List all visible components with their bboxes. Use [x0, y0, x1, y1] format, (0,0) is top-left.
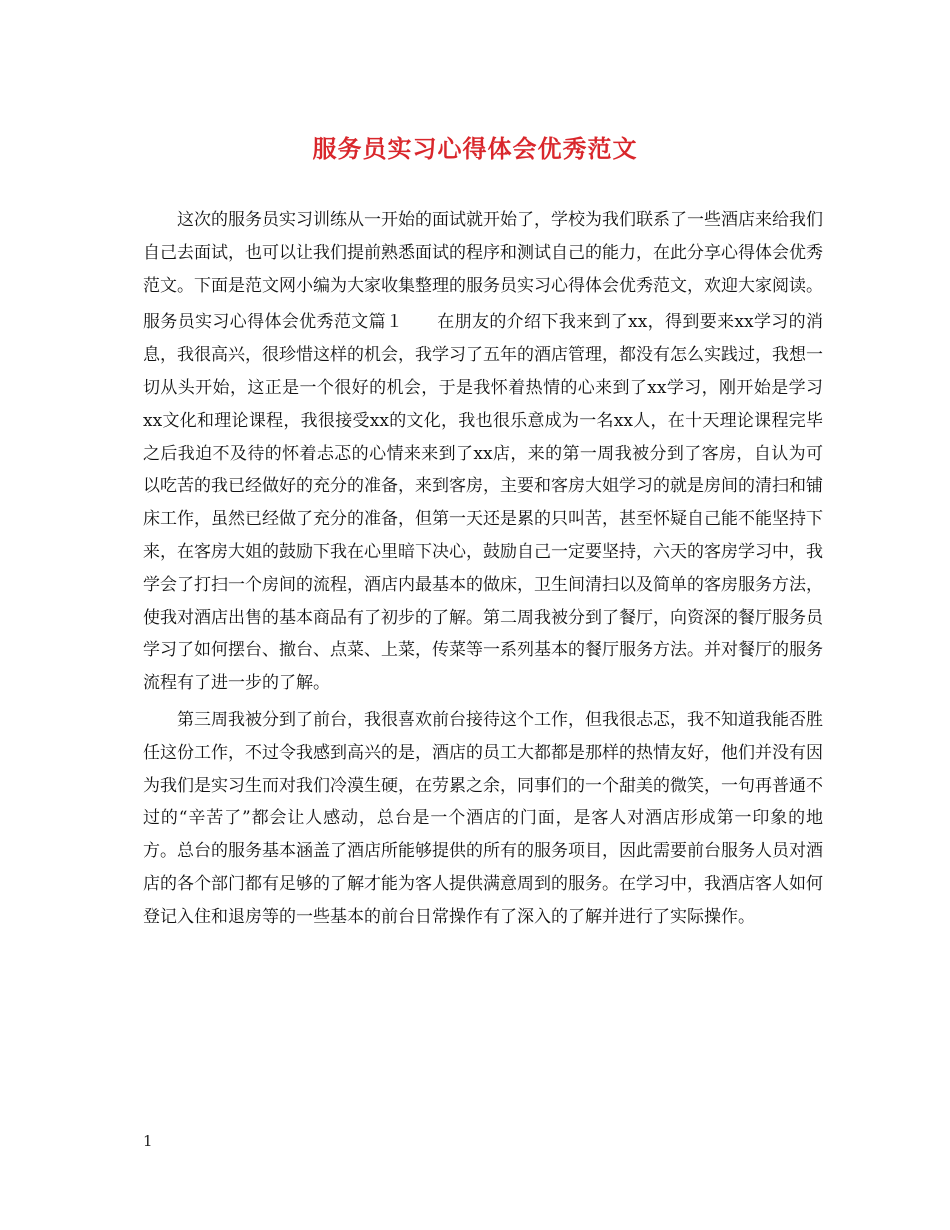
page-number: 1: [143, 1132, 153, 1150]
document-body: [143, 204, 823, 934]
intro-paragraph: 这次的服务员实习训练从一开始的面试就开始了，学校为我们联系了一些酒店来给我们自己去面试，也可以让我们提前熟悉面试的程序和测试自己的能力，在此分享心得体会优秀范文。下面是范文网小编为大家收集整理的服务员实习心得体会优秀范文，欢迎大家阅读。: [143, 210, 823, 296]
document-title: 服务员实习心得体会优秀范文: [312, 134, 638, 163]
section-paragraph: [143, 306, 823, 700]
section-heading: 服务员实习心得体会优秀范文篇１: [143, 312, 404, 333]
section-body: 在朋友的介绍下我来到了xx，得到要来xx学习的消息，我很高兴，很珍惜这样的机会，我学习了五年的酒店管理，都没有怎么实践过，我想一切从头开始，这正是一个很好的机会，于是我怀着热情的心来到了xx学习，刚开始是学习xx文化和理论课程，我很接受xx的文化，我也很乐意成为一名xx人，在十天理论课程完毕之后我迫不及待的怀着忐忑的心情来来到了xx店，来的第一周我被分到了客房，自认为可以吃苦的我已经做好的充分的准备，来到客房，主要和客房大姐学习的就是房间的清扫和铺床工作，虽然已经做了充分的准备，但第一天还是累的只叫苦，甚至怀疑自己能不能坚持下来，在客房大姐的鼓励下我在心里暗下决心，鼓励自己一定要坚持，六天的客房学习中，我学会了打扫一个房间的流程，酒店内最基本的做床，卫生间清扫以及简单的客房服务方法，使我对酒店出售的基本商品有了初步的了解。第二周我被分到了餐厅，向资深的餐厅服务员学习了如何摆台、撤台、点菜、上菜，传菜等一系列基本的餐厅服务方法。并对餐厅的服务流程有了进一步的了解。: [143, 312, 824, 694]
third-paragraph: 第三周我被分到了前台，我很喜欢前台接待这个工作，但我很忐忑，我不知道我能否胜任这份工作，不过令我感到高兴的是，酒店的员工大都都是那样的热情友好，他们并没有因为我们是实习生而对我们冷漠生硬，在劳累之余，同事们的一个甜美的微笑，一句再普通不过的“辛苦了”都会让人感动，总台是一个酒店的门面，是客人对酒店形成第一印象的地方。总台的服务基本涵盖了酒店所能够提供的所有的服务项目，因此需要前台服务人员对酒店的各个部门都有足够的了解才能为客人提供满意周到的服务。在学习中，我酒店客人如何登记入住和退房等的一些基本的前台日常操作有了深入的了解并进行了实际操作。: [143, 709, 823, 927]
